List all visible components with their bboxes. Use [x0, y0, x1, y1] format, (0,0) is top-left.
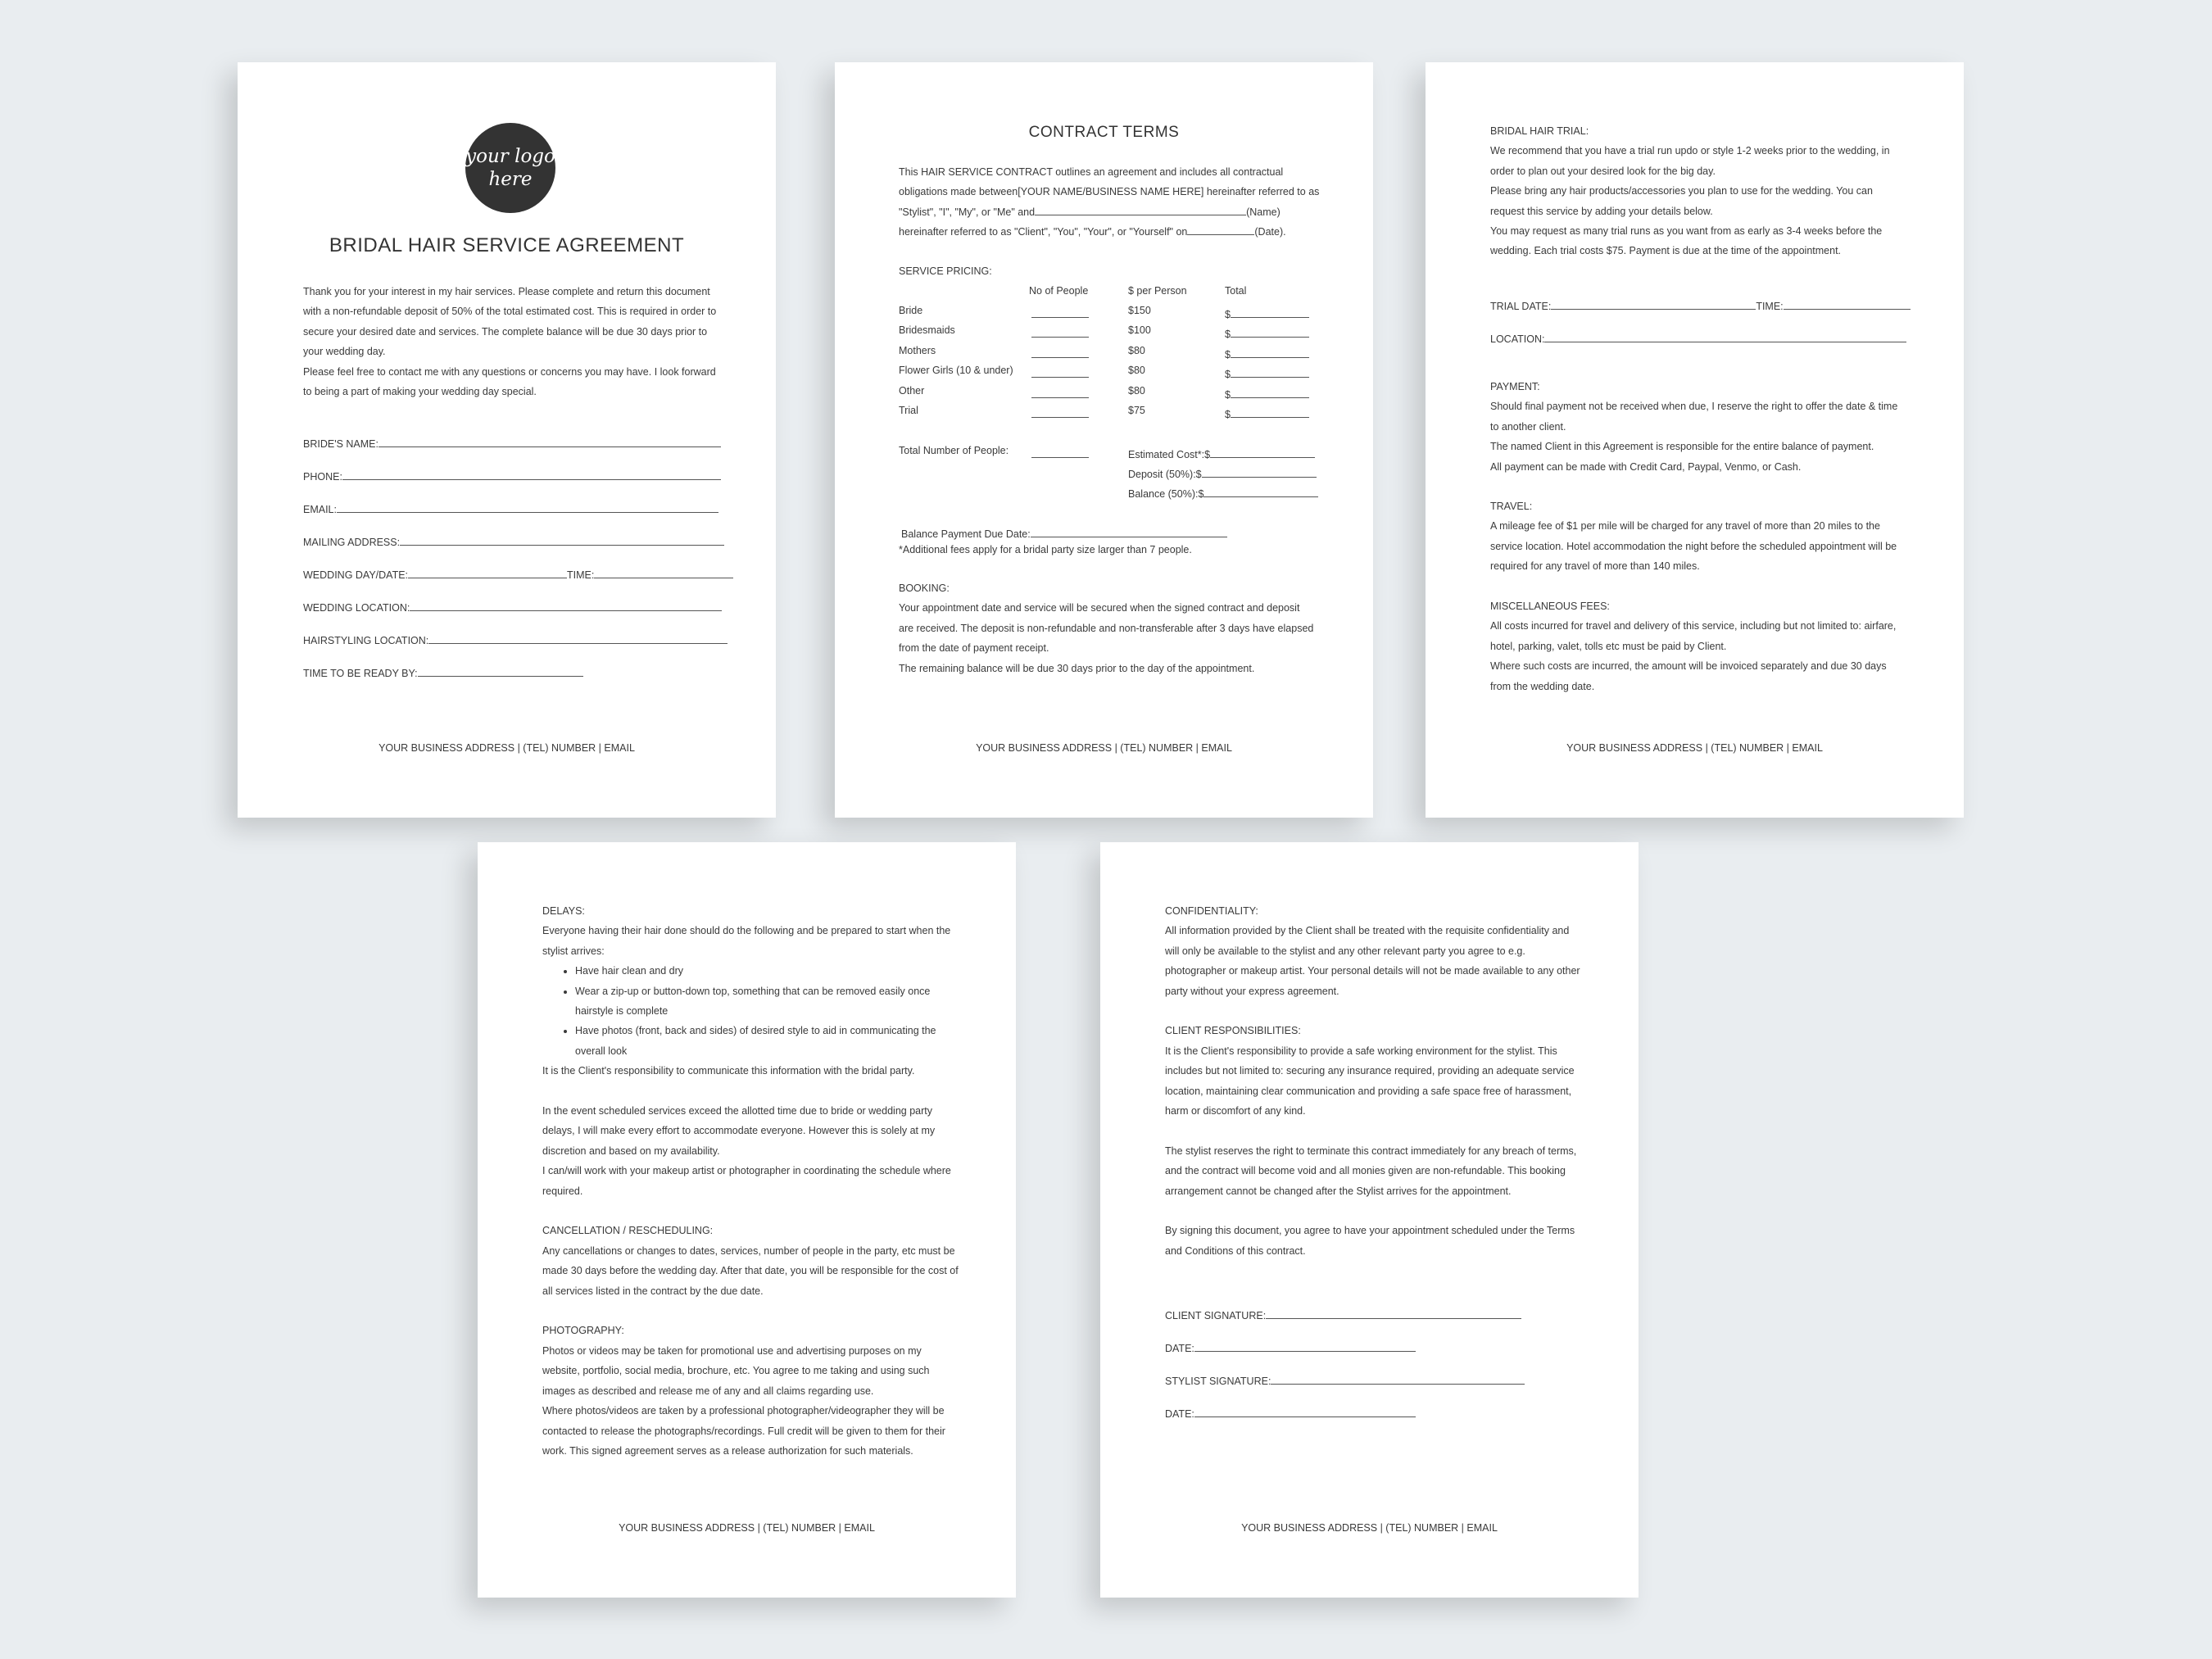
intro-text: Thank you for your interest in my hair services. Please complete and return this document with a non-refundable deposit of 50% of the total estimated cost. This is required in order to secure your desired date and services. The complete balance will be due 30 days prior to your wedding day. Please feel free to contact me with any questions or concerns you may have. I look forward to being a part of making your wedding day special. [303, 286, 717, 398]
wedding-location-field[interactable]: WEDDING LOCATION: [303, 598, 722, 614]
row-price: $100 [1128, 324, 1151, 337]
footer: YOUR BUSINESS ADDRESS | (TEL) NUMBER | EMAIL [1241, 1522, 1498, 1534]
people-count-line[interactable] [1031, 305, 1089, 318]
brides-name-field[interactable]: BRIDE'S NAME: [303, 434, 721, 450]
list-item: • Wear a zip-up or button-down top, something that can be removed easily once hairstyle is complete [575, 981, 960, 1022]
col-people-header: No of People [1029, 285, 1089, 297]
people-count-line[interactable] [1031, 365, 1089, 378]
preparation-list [542, 961, 960, 1061]
email-field[interactable]: EMAIL: [303, 500, 718, 515]
row-label: Flower Girls (10 & under) [899, 365, 1013, 377]
client-signature-field[interactable]: CLIENT SIGNATURE: [1165, 1306, 1521, 1321]
list-item: • Have hair clean and dry [575, 961, 960, 981]
additional-fees-note: *Additional fees apply for a bridal party size larger than 7 people. [899, 544, 1192, 555]
row-label: Other [899, 384, 925, 397]
mailing-address-field[interactable]: MAILING ADDRESS: [303, 533, 724, 548]
row-price: $80 [1128, 365, 1145, 377]
contract-terms-title: CONTRACT TERMS [1028, 124, 1180, 141]
ready-by-field[interactable]: TIME TO BE READY BY: [303, 664, 583, 679]
row-total[interactable]: $ [1225, 385, 1309, 401]
row-price: $80 [1128, 344, 1145, 356]
booking-section: BOOKING: Your appointment date and service will be secured when the signed contract and deposit are received. The deposit is non-refundable and non-transferable after 3 days have elapsed from the date of payment receipt. The remaining balance will be due 30 days prior to the day of the appointment. [899, 582, 1314, 674]
travel-section: TRAVEL: A mileage fee of $1 per mile will be charged for any travel of more than 20 miles to the service location. Hotel accommodation the night before the scheduled appointment will be required for any travel of more than 140 miles. [1490, 501, 1897, 573]
footer: YOUR BUSINESS ADDRESS | (TEL) NUMBER | EMAIL [619, 1522, 875, 1534]
row-total[interactable]: $ [1225, 405, 1309, 420]
agreement-page-3 [1426, 62, 1964, 818]
row-total[interactable]: $ [1225, 365, 1309, 380]
trial-date-field[interactable]: TRIAL DATE: TIME: [1490, 297, 1911, 312]
footer: YOUR BUSINESS ADDRESS | (TEL) NUMBER | EMAIL [976, 742, 1232, 754]
list-item: • Have photos (front, back and sides) of desired style to aid in communicating the overall look [575, 1021, 960, 1061]
total-people-line[interactable] [1031, 445, 1089, 458]
phone-field[interactable]: PHONE: [303, 467, 721, 483]
hairstyling-location-field[interactable]: HAIRSTYLING LOCATION: [303, 631, 728, 646]
row-total[interactable]: $ [1225, 305, 1309, 320]
client-date-field[interactable]: DATE: [1165, 1339, 1416, 1354]
agreement-page-4 [478, 842, 1016, 1598]
agreement-page-5 [1100, 842, 1639, 1598]
row-price: $75 [1128, 405, 1145, 416]
pricing-heading: SERVICE PRICING: [899, 265, 992, 277]
row-label: Trial [899, 405, 918, 416]
agreement-page-2 [835, 62, 1373, 818]
row-label: Bride [899, 305, 923, 316]
row-label: Mothers [899, 344, 936, 356]
trial-location-field[interactable]: LOCATION: [1490, 329, 1906, 345]
delays-section: DELAYS: Everyone having their hair done should do the following and be prepared to start when the stylist arrives: • Have hair clean and dry • Wear a zip-up or button-down top, something that can be removed easily once hairstyle is complete • Have photos (front, back and sides) of desired style to aid in communicating the overall look It is the Client's responsibility to communicate this information with the bridal party. In the event scheduled services exceed the allotted time due to bride or wedding party delays, I will make every effort to accommodate everyone. However this is solely at my discretion and based on my availability. I can/will work with your makeup artist or photographer in coordinating the schedule where required. CANCELLATION / RESCHEDULING: Any cancellations or changes to dates, services, number of people in the party, etc must be made 30 days before the wedding day. After that date, you will be responsible for the cost of all services listed in the contract by the due date. PHOTOGRAPHY: Photos or videos may be taken for promotional use and advertising purposes on my website, portfolio, social media, brochure, etc. You agree to me taking and using such images as described and release me of any and all claims regarding use. Where photos/videos are taken by a professional photographer/videographer they will be contacted to release the photographs/recordings. Full credit will be given to them for their work. This signed agreement serves as a release authorization for such materials. [542, 901, 960, 1461]
total-people-label: Total Number of People: [899, 445, 1009, 456]
agreement-page-1 [238, 62, 776, 818]
misc-fees-section: MISCELLANEOUS FEES: All costs incurred for travel and delivery of this service, including but not limited to: airfare, hotel, parking, valet, tolls etc must be paid by Client. Where such costs are incurred, the amount will be invoiced separately and due 30 days from the wedding date. [1490, 601, 1897, 692]
row-total[interactable]: $ [1225, 345, 1309, 360]
trial-section: BRIDAL HAIR TRIAL: We recommend that you have a trial run updo or style 1-2 weeks prior to the wedding, in order to plan out your desired look for the big day. Please bring any hair products/accessories you plan to use for the wedding. You can request this service by adding your details below. You may request as many trial runs as you want from as early as 3-4 weeks before the wedding. Each trial costs $75. Payment is due at the time of the appointment. [1490, 125, 1890, 257]
row-price: $150 [1128, 305, 1151, 316]
footer: YOUR BUSINESS ADDRESS | (TEL) NUMBER | EMAIL [1566, 742, 1823, 754]
stylist-date-field[interactable]: DATE: [1165, 1404, 1416, 1420]
wedding-day-field[interactable]: WEDDING DAY/DATE: TIME: [303, 565, 733, 581]
logo-placeholder: your logo here [465, 123, 555, 213]
client-name-line[interactable] [1035, 202, 1246, 215]
row-label: Bridesmaids [899, 324, 955, 337]
people-count-line[interactable] [1031, 345, 1089, 358]
balance-field[interactable]: Balance (50%):$ [1128, 484, 1318, 500]
people-count-line[interactable] [1031, 324, 1089, 338]
payment-section: PAYMENT: Should final payment not be received when due, I reserve the right to offer the date & time to another client. The named Client in this Agreement is responsible for the entire balance of payment. All payment can be made with Credit Card, Paypal, Venmo, or Cash. [1490, 381, 1898, 473]
col-total-header: Total [1225, 285, 1247, 297]
people-count-line[interactable] [1031, 385, 1089, 398]
confidentiality-section: CONFIDENTIALITY: All information provided by the Client shall be treated with the requisite confidentiality and will only be available to the stylist and any other relevant party you agree to e.g. photographer or makeup artist. Your personal details will not be made available to any other party without your express agreement. CLIENT RESPONSIBILITIES: It is the Client's responsibility to provide a safe working environment for the stylist. This includes but not limited to: securing any insurance required, providing an adequate service location, maintaining clear communication and providing a safe space free of harassment, harm or discomfort of any kind. The stylist reserves the right to terminate this contract immediately for any breach of terms, and the contract will become void and all monies given are non-refundable. This booking arrangement cannot be changed after the Stylist arrives for the appointment. By signing this document, you agree to have your appointment scheduled under the Terms and Conditions of this contract. [1165, 905, 1580, 1257]
estimated-cost-field[interactable]: Estimated Cost*:$ [1128, 445, 1315, 460]
document-title: BRIDAL HAIR SERVICE AGREEMENT [329, 234, 685, 256]
row-price: $80 [1128, 384, 1145, 397]
footer: YOUR BUSINESS ADDRESS | (TEL) NUMBER | EMAIL [378, 742, 635, 754]
contract-intro: This HAIR SERVICE CONTRACT outlines an agreement and includes all contractual obligations made between[YOUR NAME/BUSINESS NAME HERE] hereinafter referred to as "Stylist", "I", "My", or "Me" and (Name) hereinafter referred to as "Client", "You", "Your", or "Yourself" on (Date). [899, 166, 1320, 238]
deposit-field[interactable]: Deposit (50%):$ [1128, 465, 1317, 480]
stylist-signature-field[interactable]: STYLIST SIGNATURE: [1165, 1371, 1525, 1387]
contract-date-line[interactable] [1187, 222, 1254, 235]
col-price-header: $ per Person [1128, 285, 1187, 297]
row-total[interactable]: $ [1225, 324, 1309, 340]
people-count-line[interactable] [1031, 405, 1089, 418]
balance-due-field[interactable]: Balance Payment Due Date: [901, 524, 1227, 540]
